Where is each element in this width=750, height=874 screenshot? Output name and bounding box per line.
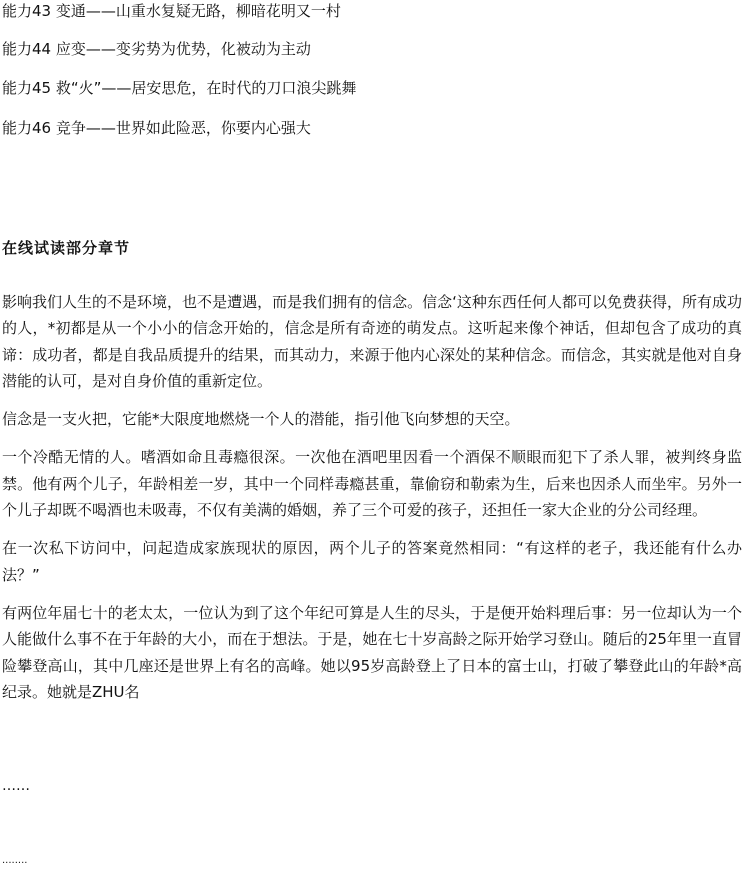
toc-item-46: 能力46 竞争——世界如此险恶，你要内心强大	[2, 119, 311, 137]
section-heading: 在线试读部分章节	[2, 239, 131, 257]
toc-item-44: 能力44 应变——变劣势为优势，化被动为主动	[2, 40, 311, 58]
paragraph-belief: 影响我们人生的不是环境，也不是遭遇，而是我们拥有的信念。信念‘这种东西任何人都可以免费获得，所有成功的人，*初都是从一个小小的信念开始的，信念是所有奇迹的萌发点。这听起来像个神话，但却包含了成功的真谛：成功者，都是自我品质提升的结果，而其动力，来源于他内心深处的某种信念。而信念，其实就是他对自身潜能的认可，是对自身价值的重新定位。	[2, 293, 742, 390]
paragraph-two-sons: 一个冷酷无情的人。嗜酒如命且毒瘾很深。一次他在酒吧里因看一个酒保不顺眼而犯下了杀人罪，被判终身监禁。他有两个儿子，年龄相差一岁，其中一个同样毒瘾甚重，靠偷窃和勒索为生，后来也因杀人而坐牢。另外一个儿子却既不喝酒也未吸毒，不仅有美满的婚姻，养了三个可爱的孩子，还担任一家大企业的分公司经理。	[2, 448, 742, 520]
paragraph-two-ladies: 有两位年届七十的老太太，一位认为到了这个年纪可算是人生的尽头，于是便开始料理后事：另一位却认为一个人能做什么事不在于年龄的大小，而在于想法。于是，她在七十岁高龄之际开始学习登山。随后的25年里一直冒险攀登高山，其中几座还是世界上有名的高峰。她以95岁高龄登上了日本的富士山，打破了攀登此山的年龄*高纪录。她就是ZHU名	[2, 603, 742, 701]
paragraph-torch: 信念是一支火把，它能*大限度地燃烧一个人的潜能，指引他飞向梦想的天空。	[2, 410, 520, 429]
paragraph-interview: 在一次私下访问中，问起造成家族现状的原因，两个儿子的答案竟然相同：“有这样的老子，我还能有什么办法？”	[2, 539, 742, 584]
toc-item-43: 能力43 变通——山重水复疑无路，柳暗花明又一村	[2, 2, 341, 20]
ellipsis-end: ........	[2, 855, 28, 866]
ellipsis-continuation: ……	[2, 778, 30, 794]
excerpt-body	[2, 289, 742, 717]
toc-item-45: 能力45 救“火”——居安思危，在时代的刀口浪尖跳舞	[2, 79, 357, 97]
